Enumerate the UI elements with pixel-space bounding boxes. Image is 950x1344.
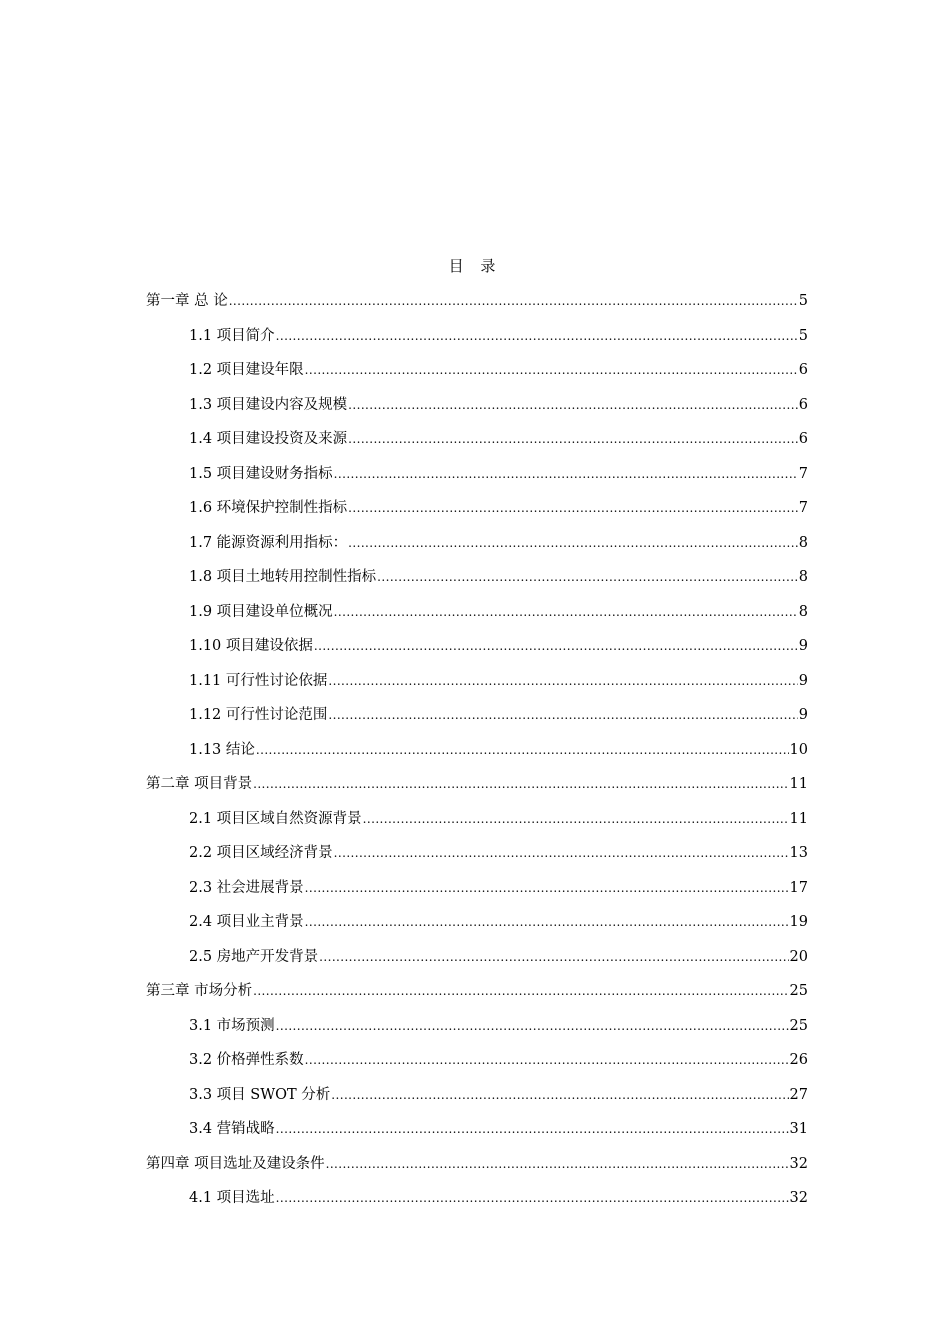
toc-section-entry[interactable] [146,634,808,669]
toc-dot-leader [334,605,798,619]
toc-page-number: 19 [789,914,808,930]
toc-page-number: 7 [798,465,808,482]
toc-section-entry[interactable] [146,841,808,876]
toc-page-number: 5 [798,327,808,344]
toc-dot-leader [348,501,798,515]
toc-chapter-entry[interactable] [146,289,808,324]
toc-entry-label: 第一章 总 论 [146,293,228,309]
toc-dot-leader [334,467,798,481]
toc-entry-label: 1.4 项目建设投资及来源 [189,431,348,447]
toc-page-number: 13 [789,845,808,861]
toc-page-number: 9 [798,707,808,723]
toc-section-entry[interactable] [146,1083,808,1118]
toc-dot-leader [256,743,789,757]
toc-entry-label: 3.3 项目 SWOT 分析 [189,1086,331,1103]
toc-page-number: 6 [798,396,808,413]
toc-page-number: 25 [789,1017,808,1034]
toc-entry-label: 1.10 项目建设依据 [189,638,313,654]
toc-entry-label: 1.13 结论 [189,741,255,758]
toc-entry-label: 1.2 项目建设年限 [189,362,304,378]
toc-page-number: 9 [798,672,808,689]
toc-dot-leader [328,674,797,688]
toc-entry-label: 1.9 项目建设单位概况 [189,603,333,620]
toc-entry-label: 3.2 价格弹性系数 [189,1052,304,1068]
toc-section-entry[interactable] [146,807,808,842]
toc-section-entry[interactable] [146,393,808,428]
toc-dot-leader [331,1088,788,1102]
toc-entry-label: 1.1 项目简介 [189,327,275,344]
toc-page-number: 32 [789,1155,808,1172]
toc-page-number: 8 [798,569,808,585]
toc-entry-label: 1.7 能源资源利用指标： [189,534,348,551]
toc-page-number: 6 [798,431,808,447]
toc-section-entry[interactable] [146,1186,808,1221]
toc-dot-leader [305,1053,789,1067]
toc-entry-label: 3.4 营销战略 [189,1121,275,1137]
toc-entry-label: 1.3 项目建设内容及规模 [189,396,348,413]
toc-page-number: 11 [789,776,808,792]
toc-dot-leader [253,777,788,791]
toc-entry-label: 2.1 项目区域自然资源背景 [189,810,362,827]
toc-page-number: 6 [798,362,808,378]
toc-page-number: 9 [798,638,808,654]
toc-page-number: 11 [789,810,808,827]
toc-page-number: 32 [789,1190,808,1206]
toc-dot-leader [276,1191,789,1205]
toc-entry-label: 1.11 可行性讨论依据 [189,672,328,689]
toc-section-entry[interactable] [146,358,808,393]
toc-dot-leader [305,915,789,929]
toc-dot-leader [305,881,789,895]
toc-chapter-entry[interactable] [146,772,808,807]
toc-page-number: 8 [798,534,808,551]
toc-dot-leader [276,329,798,343]
toc-section-entry[interactable] [146,531,808,566]
toc-dot-leader [326,1157,789,1171]
toc-entry-label: 第四章 项目选址及建设条件 [146,1155,325,1172]
toc-dot-leader [348,398,798,412]
toc-section-entry[interactable] [146,427,808,462]
toc-section-entry[interactable] [146,324,808,359]
toc-page-number: 8 [798,603,808,620]
toc-entry-label: 2.3 社会进展背景 [189,879,304,896]
toc-dot-leader [348,432,798,446]
toc-section-entry[interactable] [146,738,808,773]
toc-page-number: 31 [789,1121,808,1137]
toc-section-entry[interactable] [146,1117,808,1152]
toc-page-number: 25 [789,983,808,999]
toc-dot-leader [276,1122,789,1136]
toc-dot-leader [229,294,798,308]
toc-entry-label: 1.6 环境保护控制性指标 [189,500,348,516]
toc-entry-label: 2.4 项目业主背景 [189,914,304,930]
toc-page-number: 20 [789,948,808,965]
toc-dot-leader [334,846,789,860]
toc-entry-label: 1.5 项目建设财务指标 [189,465,333,482]
toc-dot-leader [253,984,788,998]
toc-entry-label: 3.1 市场预测 [189,1017,275,1034]
toc-dot-leader [276,1019,789,1033]
toc-section-entry[interactable] [146,703,808,738]
toc-entry-label: 2.5 房地产开发背景 [189,948,319,965]
toc-section-entry[interactable] [146,462,808,497]
toc-section-entry[interactable] [146,565,808,600]
toc-entry-label: 1.8 项目土地转用控制性指标 [189,569,377,585]
toc-chapter-entry[interactable] [146,1152,808,1187]
toc-entry-label: 4.1 项目选址 [189,1190,275,1206]
toc-dot-leader [363,812,789,826]
toc-dot-leader [328,708,797,722]
toc-section-entry[interactable] [146,1048,808,1083]
toc-dot-leader [314,639,798,653]
toc-entry-label: 2.2 项目区域经济背景 [189,845,333,861]
toc-dot-leader [319,950,788,964]
toc-dot-leader [305,363,798,377]
toc-section-entry[interactable] [146,910,808,945]
toc-page-number: 17 [789,879,808,896]
toc-dot-leader [377,570,798,584]
toc-entry-label: 第三章 市场分析 [146,983,253,999]
toc-title: 目 录 [448,257,502,275]
toc-section-entry[interactable] [146,669,808,704]
toc-list [146,289,808,1221]
toc-section-entry[interactable] [146,876,808,911]
toc-entry-label: 1.12 可行性讨论范围 [189,707,328,723]
toc-section-entry[interactable] [146,1014,808,1049]
toc-page-number: 7 [798,500,808,516]
toc-dot-leader [348,536,798,550]
toc-page-number: 5 [798,293,808,309]
toc-section-entry[interactable] [146,945,808,980]
toc-page-number: 27 [789,1086,808,1103]
toc-section-entry[interactable] [146,496,808,531]
toc-section-entry[interactable] [146,600,808,635]
toc-page-number: 10 [789,741,808,758]
toc-chapter-entry[interactable] [146,979,808,1014]
toc-entry-label: 第二章 项目背景 [146,776,253,792]
toc-page-number: 26 [789,1052,808,1068]
